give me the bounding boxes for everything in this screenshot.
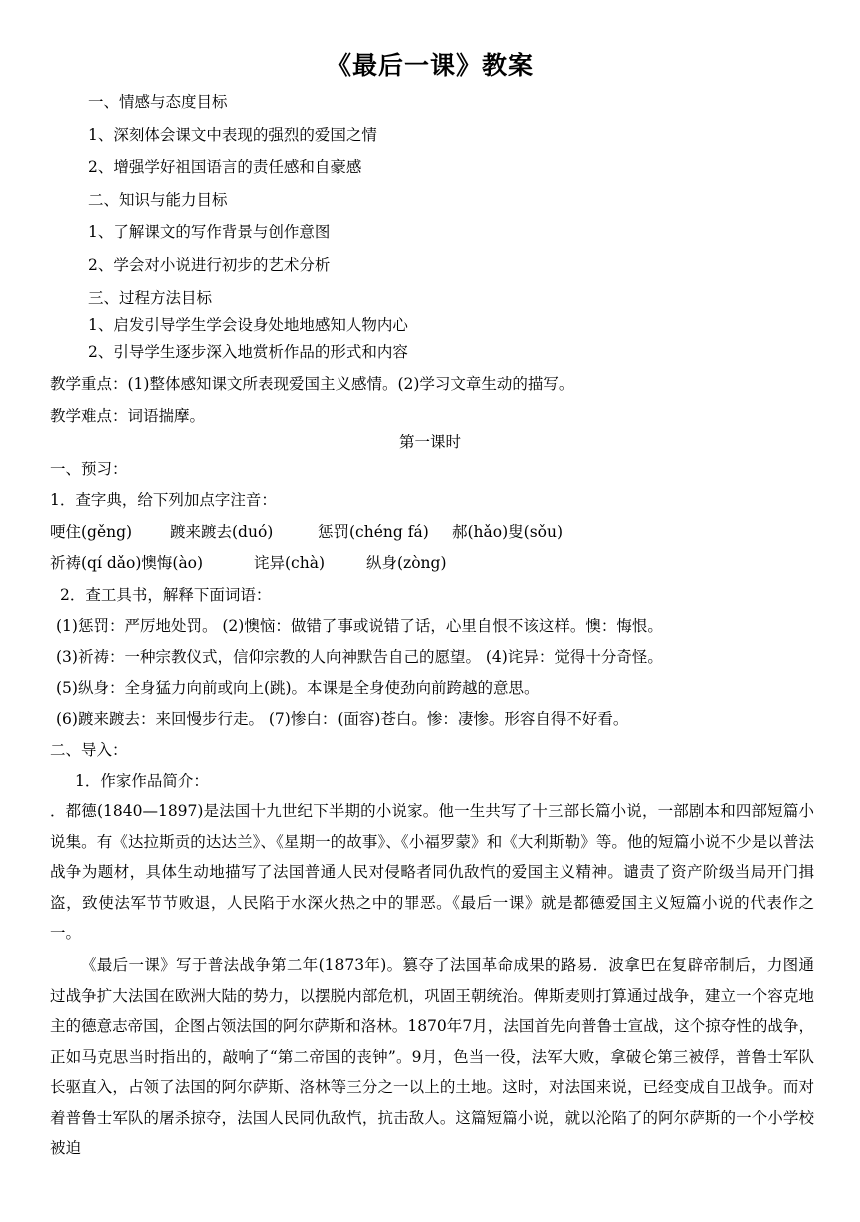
teaching-difficulty: 教学难点：词语揣摩。 xyxy=(50,407,206,425)
objective-item-6: 2、引导学生逐步深入地赏析作品的形式和内容 xyxy=(88,343,408,361)
lesson-heading: 第一课时 xyxy=(398,433,461,451)
objective-heading-1: 一、情感与态度目标 xyxy=(88,93,228,111)
definition-line: (1)惩罚：严厉地处罚。 (2)懊恼：做错了事或说错了话，心里自恨不该这样。懊：悔恨。 xyxy=(56,617,663,635)
paragraph-text: 《最后一课》写于普法战争第二年(1873年)。篡夺了法国革命成果的路易．波拿巴在复辟帝制后，力图通过战争扩大法国在欧洲大陆的势力，以摆脱内部危机，巩固王朝统治。俾斯麦则打算通过战争，建立一个容克地主的德意志帝国，企图占领法国的阿尔萨斯和洛林。1870年7月，法国首先向普鲁士宣战，这个掠夺性的战争，正如马克思当时指出的，敲响了“第二帝国的丧钟”。9月，色当一役，法军大败，拿破仑第三被俘，普鲁士军队长驱直入，占领了法国的阿尔萨斯、洛林等三分之一以上的土地。这时，对法国来说，已经变成自卫战争。而对着普鲁士军队的屠杀掠夺，法国人民同仇敌忾，抗击敌人。这篇短篇小说，就以沦陷了的阿尔萨斯的一个小学校被迫 xyxy=(50,956,814,1157)
intro-heading: 二、导入： xyxy=(50,741,128,759)
objective-item-3: 1、了解课文的写作背景与创作意图 xyxy=(88,223,331,241)
pinyin-item: 诧异(chà) xyxy=(254,554,325,572)
preview-heading: 一、预习： xyxy=(50,460,128,478)
paragraph-text: ．都德(1840—1897)是法国十九世纪下半期的小说家。他一生共写了十三部长篇小说，一部剧本和四部短篇小说集。有《达拉斯贡的达达兰》、《星期一的故事》、《小福罗蒙》和《大利斯勒》等。他的短篇小说不少是以普法战争为题材，具体生动地描写了法国普通人民对侵略者同仇敌忾的爱国主义精神。谴责了资产阶级当局开门揖盗，致使法军节节败退，人民陷于水深火热之中的罪恶。《最后一课》就是都德爱国主义短篇小说的代表作之一。 xyxy=(50,802,814,942)
objective-heading-3: 三、过程方法目标 xyxy=(88,289,213,307)
teaching-focus: 教学重点：(1)整体感知课文所表现爱国主义感情。(2)学习文章生动的描写。 xyxy=(50,375,575,393)
pinyin-item: 惩罚(chéng fá) xyxy=(318,523,429,541)
pinyin-item: 纵身(zòng) xyxy=(366,554,447,572)
definition-line: (5)纵身：全身猛力向前或向上(跳)。本课是全身使劲向前跨越的意思。 xyxy=(56,679,540,697)
intro-subheading: 1．作家作品简介： xyxy=(75,772,209,790)
objective-item-5: 1、启发引导学生学会设身处地地感知人物内心 xyxy=(88,316,408,334)
objective-item-1: 1、深刻体会课文中表现的强烈的爱国之情 xyxy=(88,126,377,144)
preview-task-1: 1．查字典，给下列加点字注音： xyxy=(50,491,277,509)
objective-item-4: 2、学会对小说进行初步的艺术分析 xyxy=(88,256,331,274)
definition-line: (6)踱来踱去：来回慢步行走。 (7)惨白：(面容)苍白。惨：凄惨。形容自得不好看。 xyxy=(56,710,629,728)
pinyin-item: 祈祷(qí dǎo)懊悔(ào) xyxy=(50,554,204,572)
preview-task-2: 2．查工具书，解释下面词语： xyxy=(60,586,272,604)
objective-item-2: 2、增强学好祖国语言的责任感和自豪感 xyxy=(88,158,362,176)
pinyin-item: 郝(hǎo)叟(sǒu) xyxy=(452,523,564,541)
definition-line: (3)祈祷：一种宗教仪式，信仰宗教的人向神默告自己的愿望。 (4)诧异：觉得十分奇怪。 xyxy=(56,648,663,666)
pinyin-item: 踱来踱去(duó) xyxy=(170,523,274,541)
objective-heading-2: 二、知识与能力目标 xyxy=(88,191,228,209)
pinyin-item: 哽住(gěng) xyxy=(50,523,133,541)
document-title: 《最后一课》教案 xyxy=(325,51,534,80)
background-paragraph xyxy=(50,950,814,1210)
author-paragraph xyxy=(50,796,814,949)
